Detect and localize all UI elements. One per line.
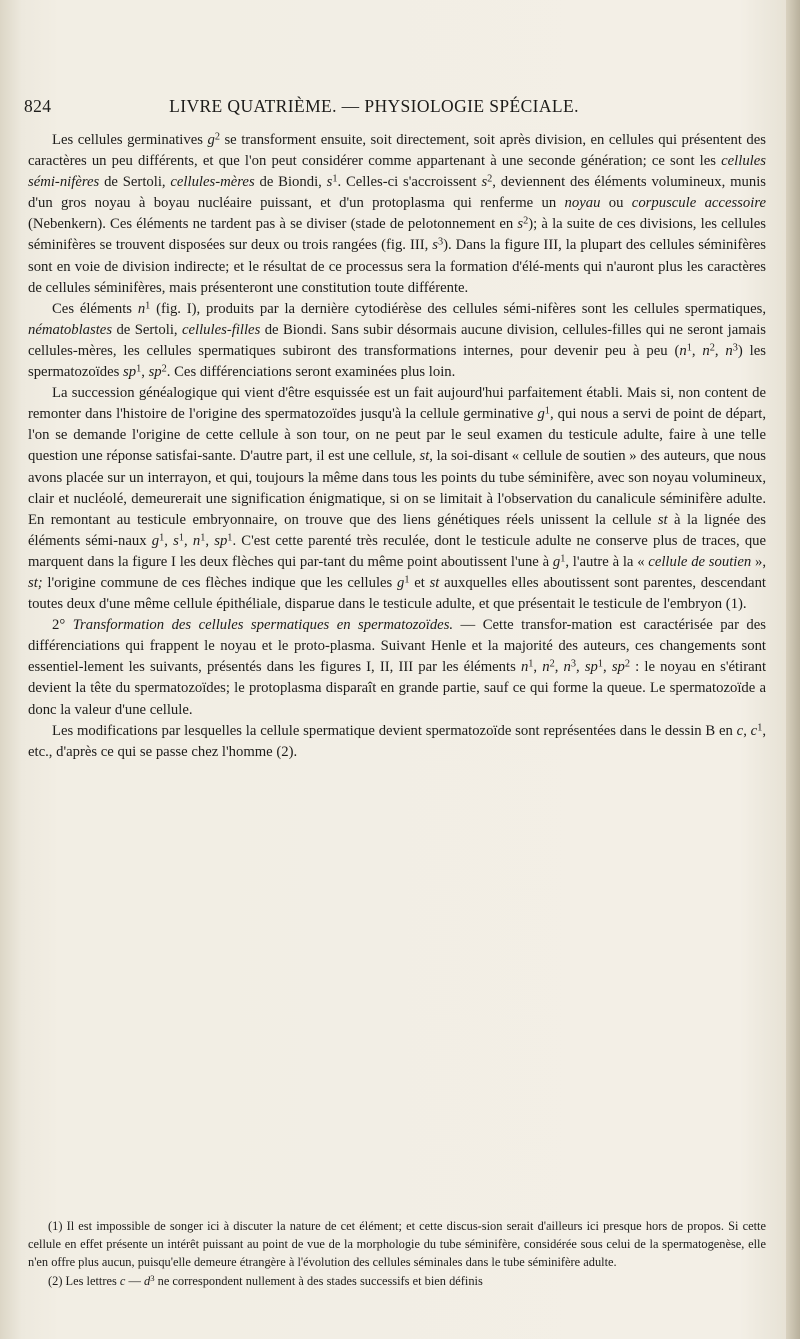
paragraph: Les modifications par lesquelles la cellule spermatique devient spermatozoïde sont représentées dans le dessin B en c, $c^1$, etc., d'après ce qui se passe chez l'homme (2).: [28, 722, 766, 760]
running-title: LIVRE QUATRIÈME. — PHYSIOLOGIE SPÉCIALE.: [169, 96, 579, 116]
paragraph: La succession généalogique qui vient d'être esquissée est un fait aujourd'hui parfaitement établi. Mais si, non content de remonter dans l'histoire de l'origine des spermatozoïdes jusqu'à la cellule germinative $g^1$, qui nous a servi de point de départ, l'on se demande l'origine de cette cellule à son tour, on ne peut par le seul examen du testicule adulte, faire à une telle question une réponse satisfai-sante. D'autre part, il est une cellule, st, la soi-disant « cellule de soutien » des auteurs, que nous avons placée sur un interrayon, et qui, toujours la même dans tous les points du tube séminifère, avec son noyau volumineux, clair et nucléolé, demeurerait une signification énigmatique, si on se limitait à l'observation du canalicule séminifère adulte. En remontant au testicule embryonnaire, on trouve que des liens génétiques réels unissent la cellule st à la lignée des éléments sémi-naux $g^1$, $s^1$, $n^1$, $sp^1$. C'est cette parenté très reculée, dont le testicule adulte ne conserve plus de traces, que marquent dans la figure I les deux flèches qui par-tant du même point aboutissent l'une à $g^1$, l'autre à la « cellule de soutien », st; l'origine commune de ces flèches indique que les cellules $g^1$ et st auxquelles elles aboutissent sont parentes, descendant toutes deux d'une même cellule épithéliale, disparue dans le testicule adulte, et que présentait le testicule de l'embryon (1).: [28, 385, 767, 613]
footnote: (2) Les lettres c — $d^3$ ne correspondent nullement à des stades successifs et bien définis: [48, 1272, 483, 1288]
footnote: (1) Il est impossible de songer ici à discuter la nature de cet élément; et cette discus-sion serait d'ailleurs ici presque hors de propos. Si cette cellule en effet présente un intérêt puissant au point de vue de la morphologie du tube séminifère, considérée sous celui de la spermatogenèse, elle n'en offre plus aucun, puisqu'elle demeure étrangère à l'évolution des cellules séminales dans le tube séminifère adulte.: [28, 1219, 766, 1270]
main-text: [28, 130, 766, 763]
paragraph: Les cellules germinatives $g^2$ se transforment ensuite, soit directement, soit après division, en cellules qui présentent des caractères un peu différents, et que l'on peut considérer comme appartenant à une seconde génération; ce sont les cellules sémi-nifères de Sertoli, cellules-mères de Biondi, $s^1$. Celles-ci s'accroissent $s^2$, deviennent des éléments volumineux, munis d'un gros noyau à boyau nucléaire puissant, et d'un protoplasma qui renferme un noyau ou corpuscule accessoire (Nebenkern). Ces éléments ne tardent pas à se diviser (stade de pelotonnement en $s^2$); à la suite de ces divisions, les cellules séminifères se trouvent disposées sur deux ou trois rangées (fig. III, $s^3$). Dans la figure III, la plupart des cellules séminifères sont en voie de division indirecte; et le résultat de ce processus sera la formation d'élé-ments qui n'auront plus les caractères de cellules séminifères, mais présenteront une constitution toute différente.: [28, 131, 767, 296]
paragraph: 2° Transformation des cellules spermatiques en spermatozoïdes. — Cette transfor-mation est caractérisée par des différenciations qui frappent le noyau et le proto-plasma. Suivant Henle et la majorité des auteurs, ces changements sont essentiel-lement les suivants, présentés dans les figures I, II, III par les éléments $n^1$, $n^2$, $n^3$, $sp^1$, $sp^2$ : le noyau en s'étirant devient la tête du spermatozoïdes; le protoplasma disparaît en grande partie, sauf ce qui forme la queue. Le spermatozoïde a donc la valeur d'une cellule.: [28, 617, 767, 718]
page-number: 824: [24, 96, 52, 116]
running-header: [24, 96, 764, 122]
paragraph: Ces éléments $n^1$ (fig. I), produits par la dernière cytodiérèse des cellules sémi-nifères sont les cellules spermatiques, nématoblastes de Sertoli, cellules-filles de Biondi. Sans subir désormais aucune division, cellules-filles qui ne seront jamais cellules-mères, les cellules spermatiques subiront des transformations internes, pour devenir peu à peu ($n^1$, $n^2$, $n^3$) les spermatozoïdes $sp^1$, $sp^2$. Ces différenciations seront examinées plus loin.: [28, 300, 766, 381]
page-spine-shadow: [786, 0, 800, 1339]
footnotes: [28, 1217, 766, 1290]
